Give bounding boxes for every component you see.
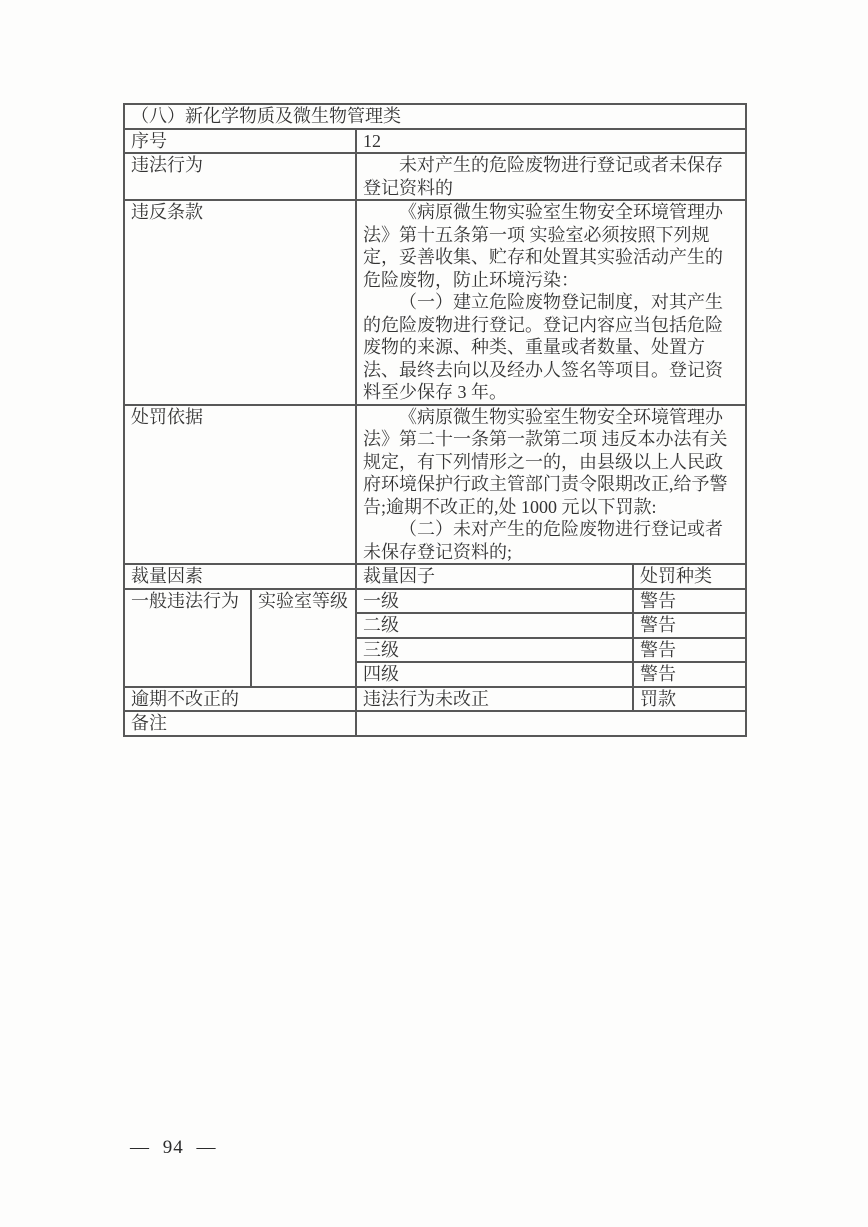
regulation-table <box>123 103 747 737</box>
level-2-penalty-cell <box>633 613 746 638</box>
clause-label: 违反条款 <box>131 202 203 222</box>
overdue-label: 逾期不改正的 <box>131 688 239 709</box>
table-row <box>124 104 746 129</box>
level-3-factor-cell <box>356 638 633 663</box>
violation-label: 违法行为 <box>131 155 203 175</box>
level-3-factor: 三级 <box>363 639 399 660</box>
overdue-factor-cell <box>356 687 633 712</box>
penalty-basis-text-cell <box>356 405 746 565</box>
penalty-type-header-cell <box>633 564 746 589</box>
table-row <box>124 589 746 614</box>
penalty-type-header: 处罚种类 <box>640 566 712 586</box>
level-1-penalty: 警告 <box>640 590 676 611</box>
serial-label: 序号 <box>131 130 167 151</box>
lab-grade-label: 实验室等级 <box>258 590 348 611</box>
level-3-penalty-cell <box>633 638 746 663</box>
level-4-factor: 四级 <box>363 664 399 684</box>
level-4-penalty-cell <box>633 662 746 687</box>
penalty-basis-label: 处罚依据 <box>131 406 203 427</box>
level-4-factor-cell <box>356 662 633 687</box>
level-2-factor-cell <box>356 613 633 638</box>
penalty-basis-paragraph-1: 《病原微生物实验室生物安全环境管理办法》第二十一条第一款第二项 违反本办法有关规定，有下列情形之一的，由县级以上人民政府环境保护行政主管部门责令限期改正,给予警告;逾期不改正的,处 1000 元以下罚款: <box>363 406 728 517</box>
category-title: （八）新化学物质及微生物管理类 <box>131 106 401 126</box>
table-row <box>124 711 746 736</box>
discretion-factor-group-label: 裁量因素 <box>131 566 203 586</box>
table-row <box>124 564 746 589</box>
remarks-label: 备注 <box>131 713 167 733</box>
table-row <box>124 129 746 154</box>
clause-text-cell <box>356 200 746 405</box>
level-2-penalty: 警告 <box>640 615 676 635</box>
serial-value: 12 <box>363 130 381 151</box>
remarks-value-cell <box>356 711 746 736</box>
level-4-penalty: 警告 <box>640 664 676 684</box>
table-row <box>124 153 746 200</box>
clause-label-cell <box>124 200 356 405</box>
general-violation-label: 一般违法行为 <box>131 590 239 611</box>
level-2-factor: 二级 <box>363 615 399 635</box>
clause-paragraph-1: 《病原微生物实验室生物安全环境管理办法》第十五条第一项 实验室必须按照下列规定，妥善收集、贮存和处置其实验活动产生的危险废物，防止环境污染： <box>363 202 723 290</box>
overdue-factor: 违法行为未改正 <box>363 688 489 709</box>
penalty-basis-paragraph-2: （二）未对产生的危险废物进行登记或者未保存登记资料的; <box>363 519 723 562</box>
category-title-cell <box>124 104 746 129</box>
discretion-factor-header: 裁量因子 <box>363 566 435 586</box>
page-number: — 94 — <box>130 1137 217 1158</box>
level-1-factor: 一级 <box>363 590 399 611</box>
overdue-penalty: 罚款 <box>640 688 676 709</box>
lab-grade-cell <box>251 589 356 687</box>
penalty-basis-label-cell <box>124 405 356 565</box>
general-violation-cell <box>124 589 251 687</box>
violation-text: 未对产生的危险废物进行登记或者未保存登记资料的 <box>363 155 723 198</box>
level-1-penalty-cell <box>633 589 746 614</box>
overdue-penalty-cell <box>633 687 746 712</box>
table-row <box>124 687 746 712</box>
discretion-factor-group-cell <box>124 564 356 589</box>
discretion-factor-header-cell <box>356 564 633 589</box>
violation-label-cell <box>124 153 356 200</box>
clause-paragraph-2: （一）建立危险废物登记制度，对其产生的危险废物进行登记。登记内容应当包括危险废物的来源、种类、重量或者数量、处置方法、最终去向以及经办人签名等项目。登记资料至少保存 3 年。 <box>363 292 723 402</box>
serial-value-cell <box>356 129 746 154</box>
table-row <box>124 405 746 565</box>
overdue-label-cell <box>124 687 356 712</box>
serial-label-cell <box>124 129 356 154</box>
remarks-label-cell <box>124 711 356 736</box>
violation-text-cell <box>356 153 746 200</box>
level-1-factor-cell <box>356 589 633 614</box>
level-3-penalty: 警告 <box>640 639 676 660</box>
table-row <box>124 200 746 405</box>
